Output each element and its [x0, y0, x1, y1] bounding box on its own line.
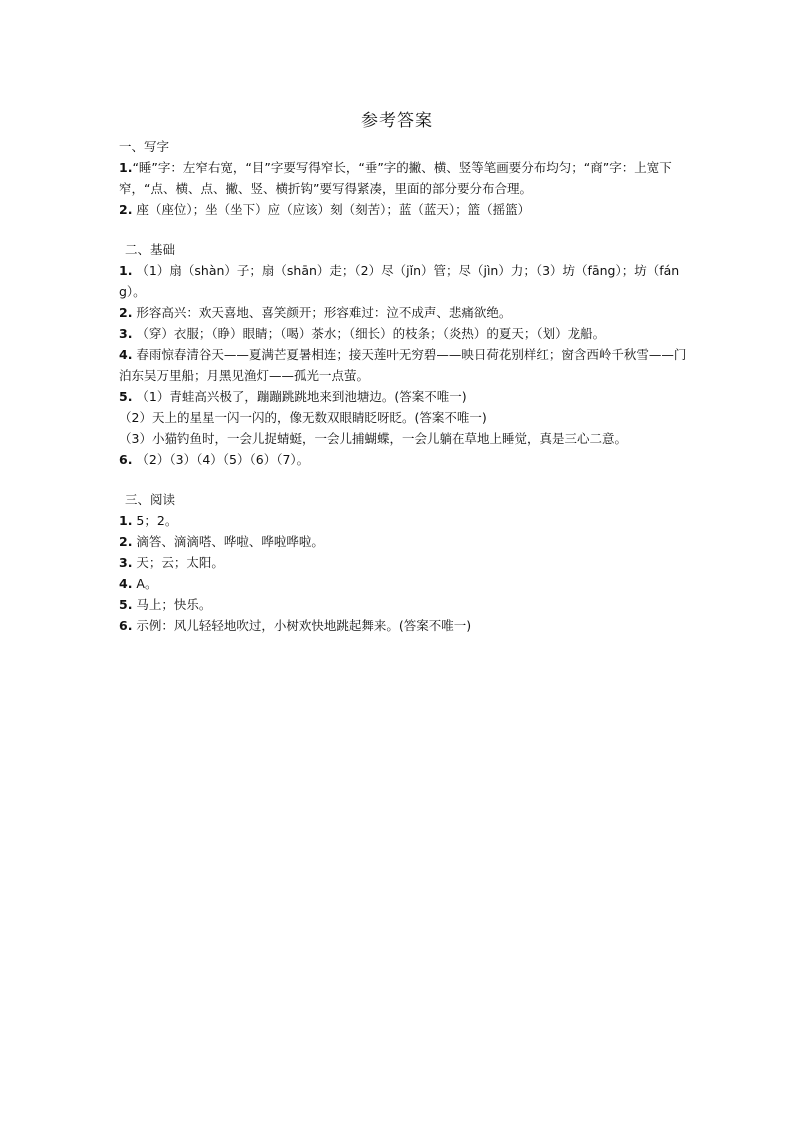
- answer-item: [119, 323, 691, 344]
- item-text: （2）天上的星星一闪一闪的，像无数双眼睛眨呀眨。(答案不唯一): [119, 410, 487, 425]
- item-text: 天；云；太阳。: [132, 555, 224, 570]
- answer-content: [119, 136, 691, 636]
- section-spacer: [119, 470, 691, 489]
- item-number: 5.: [119, 597, 133, 612]
- item-text: （穿）衣服；（睁）眼睛；（喝）茶水；（细长）的枝条；（炎热）的夏天；（划）龙船。: [132, 326, 606, 341]
- item-number: 3.: [119, 326, 133, 341]
- item-number: 2.: [119, 534, 133, 549]
- item-text: 滴答、滴滴嗒、哗啦、哗啦哗啦。: [132, 534, 324, 549]
- answer-item: [119, 531, 691, 552]
- section-heading-writing: 一、写字: [119, 139, 170, 154]
- answer-item: [119, 552, 691, 573]
- answer-item: [119, 615, 691, 636]
- item-text: 形容高兴：欢天喜地、喜笑颜开；形容难过：泣不成声、悲痛欲绝。: [132, 305, 512, 320]
- item-number: 6.: [119, 452, 133, 467]
- answer-subitem: [119, 428, 691, 449]
- item-text: A。: [132, 576, 158, 591]
- section-heading-reading: 三、阅读: [125, 492, 176, 507]
- answer-item: [119, 199, 691, 220]
- item-number: 6.: [119, 618, 133, 633]
- item-text: 示例：风儿轻轻地吹过，小树欢快地跳起舞来。(答案不唯一): [132, 618, 472, 633]
- item-number: 2.: [119, 202, 133, 217]
- page-title: 参考答案: [361, 111, 433, 131]
- answer-item: [119, 386, 691, 407]
- item-text: 春雨惊春清谷天——夏满芒夏暑相连；接天莲叶无穷碧——映日荷花别样红；窗含西岭千秋雪——门泊东吴万里船；月黑见渔灯——孤光一点萤。: [119, 347, 687, 383]
- answer-item: [119, 157, 691, 199]
- item-number: 2.: [119, 305, 133, 320]
- item-text: （1）扇（shàn）子；扇（shān）走；（2）尽（jǐn）管；尽（jìn）力；（3）坊（fāng）；坊（fáng）。: [119, 263, 680, 299]
- item-number: 3.: [119, 555, 133, 570]
- item-number: 5.: [119, 389, 133, 404]
- answer-item: [119, 260, 691, 302]
- answer-item: [119, 449, 691, 470]
- item-text: 马上；快乐。: [132, 597, 212, 612]
- item-text: 5；2。: [132, 513, 178, 528]
- item-number: 4.: [119, 576, 133, 591]
- item-text: 座（座位）；坐（坐下）应（应该）刻（刻苦）；蓝（蓝天）；篮（摇篮）: [132, 202, 531, 217]
- section-spacer: [119, 220, 691, 239]
- item-number: 1.: [119, 513, 133, 528]
- item-text: （2）（3）（4）（5）（6）（7）。: [132, 452, 310, 467]
- answer-item: [119, 302, 691, 323]
- answer-item: [119, 573, 691, 594]
- item-number: 1.: [119, 160, 133, 175]
- answer-item: [119, 594, 691, 615]
- answer-item: [119, 344, 691, 386]
- item-number: 1.: [119, 263, 133, 278]
- item-text: “睡”字：左窄右宽，“目”字要写得窄长，“垂”字的撇、横、竖等笔画要分布均匀；“商”字：上宽下窄，“点、横、点、撇、竖、横折钩”要写得紧凑，里面的部分要分布合理。: [119, 160, 672, 196]
- item-number: 4.: [119, 347, 133, 362]
- answer-item: [119, 510, 691, 531]
- section-heading-basics: 二、基础: [125, 242, 176, 257]
- item-text: （1）青蛙高兴极了，蹦蹦跳跳地来到池塘边。(答案不唯一): [132, 389, 467, 404]
- item-text: （3）小猫钓鱼时，一会儿捉蜻蜓，一会儿捕蝴蝶，一会儿躺在草地上睡觉，真是三心二意。: [119, 431, 627, 446]
- answer-subitem: [119, 407, 691, 428]
